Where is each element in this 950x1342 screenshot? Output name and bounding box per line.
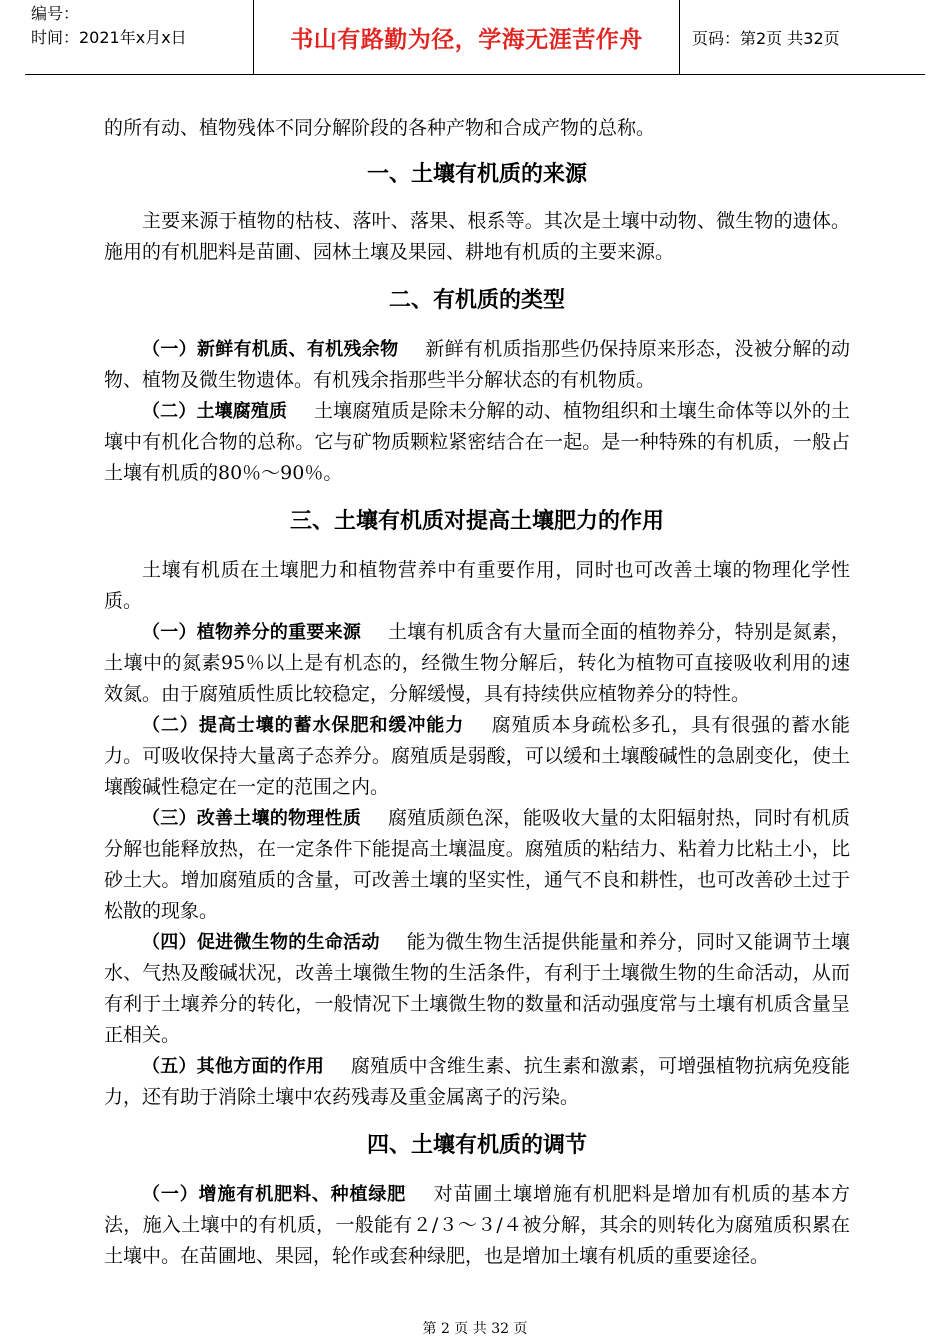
subsection-text: 新鲜有机质指那些仍保持原来形态，没被分解的动物、植物及微生物遗体。有机残余指那些半分解状态的有机物质。: [104, 338, 850, 391]
subsection-title: （四）促进微生物的生命活动: [142, 932, 380, 953]
subsection-title: （五）其他方面的作用: [142, 1056, 325, 1077]
subsection-3-3: [104, 803, 850, 927]
header-time: 时间：2021年x月x日: [31, 28, 187, 47]
page-header: [25, 0, 925, 75]
subsection-3-1: [104, 617, 850, 710]
subsection-title: （二）土壤腐殖质: [142, 401, 288, 422]
subsection-3-2: [104, 710, 850, 803]
subsection-2-1: [104, 334, 850, 396]
document-body: [104, 113, 850, 1272]
subsection-title: （一）新鲜有机质、有机残余物: [142, 339, 399, 360]
subsection-text: 腐殖质中含维生素、抗生素和激素，可增强植物抗病免疫能力，还有助于消除土壤中农药残毒及重金属离子的污染。: [104, 1055, 850, 1108]
subsection-text: 土壤腐殖质是除未分解的动、植物组织和土壤生命体等以外的土壤中有机化合物的总称。它与矿物质颗粒紧密结合在一起。是一种特殊的有机质，一般占土壤有机质的80％～90％。: [104, 400, 850, 484]
subsection-text: 对苗圃土壤增施有机肥料是增加有机质的基本方法，施入土壤中的有机质，一般能有２/３～３/４被分解，其余的则转化为腐殖质积累在土壤中。在苗圃地、果园，轮作或套种绿肥，也是增加土壤有机质的重要途径。: [104, 1183, 850, 1267]
subsection-title: （一）增施有机肥料、种植绿肥: [142, 1184, 407, 1205]
section-heading-3: 三、土壤有机质对提高土壤肥力的作用: [289, 509, 664, 534]
section-3-paragraph: 土壤有机质在土壤肥力和植物营养中有重要作用，同时也可改善土壤的物理化学性质。: [104, 559, 850, 612]
intro-paragraph: 的所有动、植物残体不同分解阶段的各种产物和合成产物的总称。: [104, 117, 656, 139]
subsection-2-2: [104, 396, 850, 489]
header-motto: 书山有路勤为径，学海无涯苦作舟: [254, 0, 680, 74]
subsection-text: 土壤有机质含有大量而全面的植物养分，特别是氮素，土壤中的氮素95％以上是有机态的，经微生物分解后，转化为植物可直接吸收利用的速效氮。由于腐殖质性质比较稳定，分解缓慢，具有持续供应植物养分的特性。: [104, 621, 850, 705]
section-heading-1: 一、土壤有机质的来源: [366, 162, 587, 187]
section-heading-2: 二、有机质的类型: [388, 288, 565, 313]
subsection-title: （一）植物养分的重要来源: [142, 622, 362, 643]
page-footer: 第 2 页 共 32 页: [422, 1321, 528, 1337]
header-meta: [25, 0, 254, 74]
subsection-3-5: [104, 1051, 850, 1113]
subsection-title: （二）提高士壤的蓄水保肥和缓冲能力: [142, 715, 465, 736]
subsection-text: 能为微生物生活提供能量和养分，同时又能调节土壤水、气热及酸碱状况，改善土壤微生物的生活条件，有利于土壤微生物的生命活动，从而有利于土壤养分的转化，一般情况下土壤微生物的数量和活动强度常与土壤有机质含量呈正相关。: [104, 931, 850, 1046]
header-number: 编号：: [31, 4, 80, 23]
subsection-4-1: [104, 1179, 850, 1272]
subsection-text: 腐殖质本身疏松多孔，具有很强的蓄水能力。可吸收保持大量离子态养分。腐殖质是弱酸，可以缓和土壤酸碱性的急剧变化，使土壤酸碱性稳定在一定的范围之内。: [104, 714, 850, 798]
header-page-number: 页码：第2页 共32页: [692, 28, 840, 48]
section-heading-4: 四、土壤有机质的调节: [366, 1133, 587, 1158]
subsection-text: 腐殖质颜色深，能吸收大量的太阳辐射热，同时有机质分解也能释放热，在一定条件下能提高土壤温度。腐殖质的粘结力、粘着力比粘土小，比砂土大。增加腐殖质的含量，可改善土壤的坚实性，通气不良和耕性，也可改善砂土过于松散的现象。: [104, 807, 850, 922]
subsection-title: （三）改善土壤的物理性质: [142, 808, 362, 829]
section-1-paragraph: 主要来源于植物的枯枝、落叶、落果、根系等。其次是土壤中动物、微生物的遗体。施用的有机肥料是苗圃、园林土壤及果园、耕地有机质的主要来源。: [104, 210, 850, 263]
subsection-3-4: [104, 927, 850, 1051]
